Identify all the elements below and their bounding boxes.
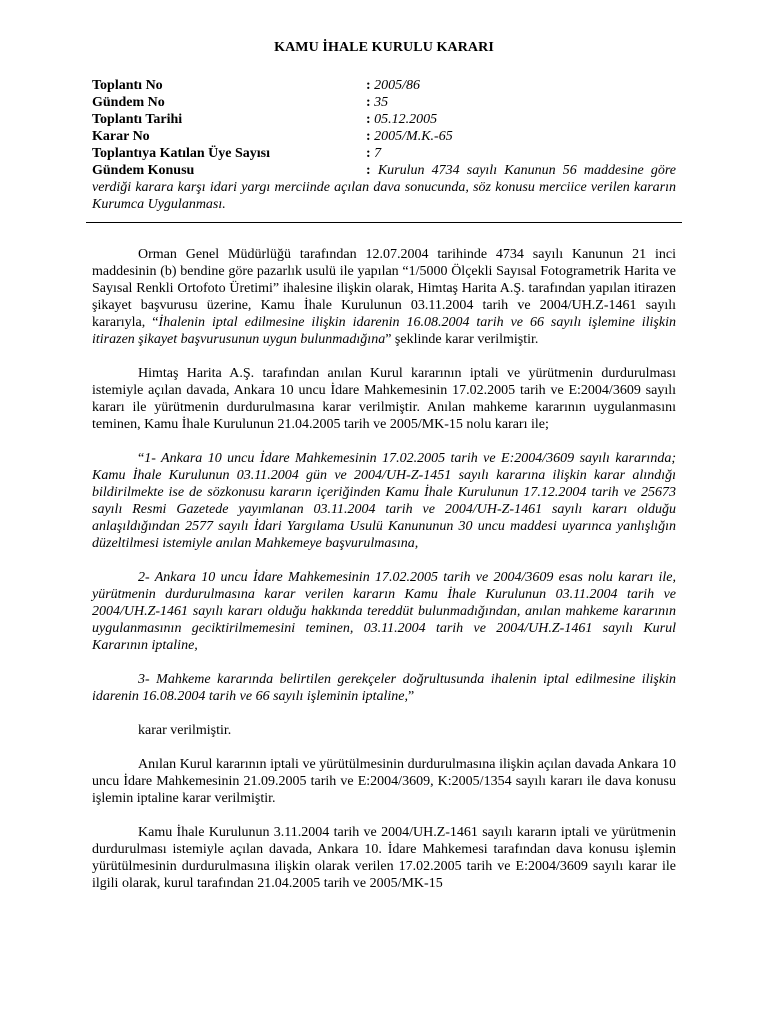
meeting-no-label: Toplantı No <box>92 78 163 93</box>
document-body <box>92 246 676 909</box>
colon: : <box>366 146 371 161</box>
meeting-date-value: 05.12.2005 <box>374 112 438 127</box>
agenda-subject-text: Kurulun 4734 sayılı Kanunun 56 maddesine göre verdiği karara karşı idari yargı merciinde açılan dava sonucunda, söz konusu merciice verilen kararın Kurumca Uygulanması. <box>92 163 676 212</box>
colon: : <box>366 112 371 127</box>
decision-no-row <box>92 128 676 145</box>
member-count-row <box>92 145 676 162</box>
meeting-date-label: Toplantı Tarihi <box>92 112 183 127</box>
agenda-no-label: Gündem No <box>92 95 165 110</box>
paragraph-4: Anılan Kurul kararının iptali ve yürütülmesinin durdurulmasına ilişkin açılan davada Ankara 10 uncu İdare Mahkemesinin 21.09.2005 tarih ve E:2004/3609, K:2005/1354 sayılı kararı ile dava konusu işlemin iptaline karar verilmiştir. <box>92 757 676 806</box>
meeting-no-value: 2005/86 <box>374 78 421 93</box>
meeting-date-row <box>92 111 676 128</box>
decision-no-label: Karar No <box>92 129 150 144</box>
colon: : <box>366 163 371 178</box>
agenda-subject <box>92 162 676 213</box>
colon: : <box>366 78 371 93</box>
paragraph-5: Kamu İhale Kurulunun 3.11.2004 tarih ve 2004/UH.Z-1461 sayılı kararın iptali ve yürütmenin durdurulması istemiyle açılan davada, Ankara 10. İdare Mahkemesi tarafından dava konusu işlemin yürütülmesinin durdurulmasına ilişkin olarak verilen 17.02.2005 tarih ve E:2004/3609 sayılı karar ile ilgili olarak, kurul tarafından 21.04.2005 tarih ve 2005/MK-15 <box>92 825 676 891</box>
agenda-no-value: 35 <box>374 95 389 110</box>
agenda-no-row <box>92 94 676 111</box>
decision-no-value: 2005/M.K.-65 <box>374 129 453 144</box>
member-count-label: Toplantıya Katılan Üye Sayısı <box>92 146 271 161</box>
paragraph-1: Orman Genel Müdürlüğü tarafından 12.07.2004 tarihinde 4734 sayılı Kanunun 21 inci maddesinin (b) bendine göre pazarlık usulü ile yapılan “1/5000 Ölçekli Sayısal Fotogrametrik Harita ve Sayısal Renkli Ortofoto Üretimi” ihalesine ilişkin olarak, Himtaş Harita A.Ş. tarafından yapılan itirazen şikayet başvurusu üzerine, Kamu İhale Kurulunun 03.11.2004 tarih ve 2004/UH.Z-1461 sayılı kararıyla, “İhalenin iptal edilmesine ilişkin idarenin 16.08.2004 tarih ve 66 sayılı işlemine ilişkin itirazen şikayet başvurusunun uygun bulunmadığına” şeklinde karar verilmiştir. <box>92 247 676 347</box>
quoted-item-3: 3- Mahkeme kararında belirtilen gerekçeler doğrultusunda ihalenin iptal edilmesine ilişkin idarenin 16.08.2004 tarih ve 66 sayılı işleminin iptaline,” <box>92 672 676 704</box>
colon: : <box>366 95 371 110</box>
document-title: KAMU İHALE KURULU KARARI <box>274 40 494 55</box>
paragraph-3: karar verilmiştir. <box>138 723 232 738</box>
paragraph-2: Himtaş Harita A.Ş. tarafından anılan Kurul kararının iptali ve yürütmenin durdurulması istemiyle açılan davada, Ankara 10 uncu İdare Mahkemesinin 17.02.2005 tarih ve E:2004/3609 sayılı kararı ile yürütmenin durdurulmasına karar verilmiştir. Anılan mahkeme kararının uygulanmasını teminen, Kamu İhale Kurulunun 21.04.2005 tarih ve 2005/MK-15 nolu kararı ile; <box>92 366 676 432</box>
member-count-value: 7 <box>374 146 382 161</box>
horizontal-divider <box>86 222 682 223</box>
quoted-item-1: “1- Ankara 10 uncu İdare Mahkemesinin 17.02.2005 tarih ve E:2004/3609 sayılı kararında; Kamu İhale Kurulunun 03.11.2004 gün ve 2004/UH-Z-1451 sayılı kararına ilişkin karar alındığı bildirilmekte ise de sözkonusu kararın içeriğinden Kamu İhale Kurulunun 17.12.2004 tarih ve 25673 sayılı Resmi Gazetede yayımlanan 03.11.2004 tarih ve 2004/UH-Z-1461 sayılı kararı olduğu anlaşıldığından 2577 sayılı İdari Yargılama Usulü Kanununun 30 uncu maddesi uyarınca yanlışlığın düzeltilmesi istemiyle anılan Mahkemeye başvurulmasına, <box>92 451 676 551</box>
meeting-no-row <box>92 77 676 94</box>
quoted-item-2: 2- Ankara 10 uncu İdare Mahkemesinin 17.02.2005 tarih ve 2004/3609 esas nolu kararı ile, yürütmenin durdurulmasına karar verilen kararın Kamu İhale Kurulunun 03.11.2004 tarih ve 2004/UH.Z-1461 sayılı kararı olduğu hakkında tereddüt bulunmadığından, anılan mahkeme kararının uygulanmasının geciktirilmemesini teminen, 03.11.2004 tarih ve 2004/UH.Z-1461 sayılı Kurul Kararının iptaline, <box>92 570 676 653</box>
agenda-subject-label: Gündem Konusu <box>92 163 195 178</box>
quoted-decision: İhalenin iptal edilmesine ilişkin idarenin 16.08.2004 tarih ve 66 sayılı işlemine ilişkin itirazen şikayet başvurusunun uygun bulunmadığına <box>92 315 676 347</box>
meeting-info-table <box>92 77 676 162</box>
colon: : <box>366 129 371 144</box>
